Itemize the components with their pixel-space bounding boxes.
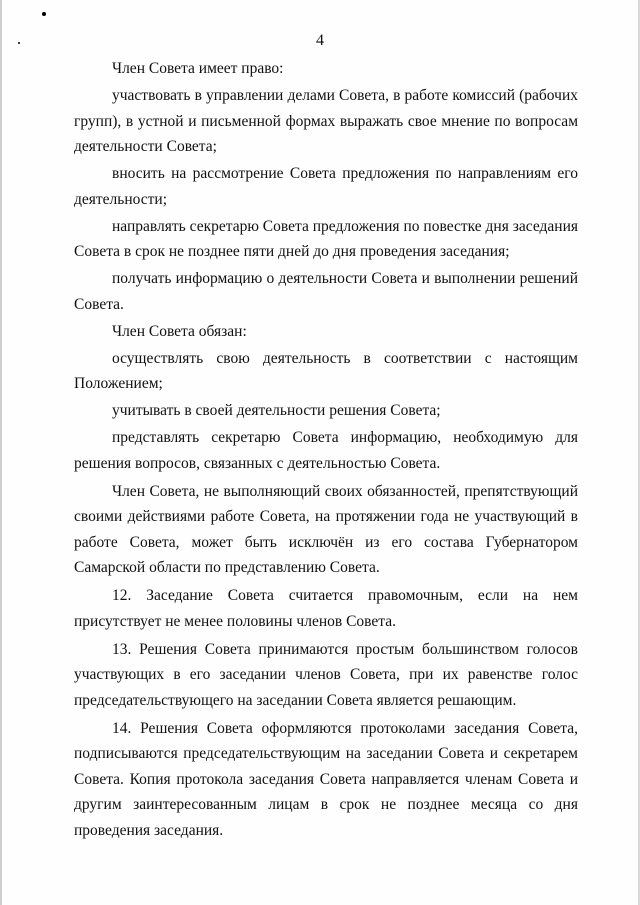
paragraph-member-exclusion: Член Совета, не выполняющий своих обязанностей, препятствующий своими действиями работе Совета, на протяжении года не участвующий в работе Совета, может быть исключён из его состава Губернатором Самарской области по представлению Совета. bbox=[74, 482, 578, 576]
paragraph-duty-consider: учитывать в своей деятельности решения Совета; bbox=[112, 402, 441, 419]
scan-left-edge bbox=[0, 0, 2, 905]
paragraph-member-rights-heading: Член Совета имеет право: bbox=[112, 60, 284, 77]
paragraph-duty-act: осуществлять свою деятельность в соответствии с настоящим Положением; bbox=[74, 349, 578, 392]
paragraph-duty-provide: представлять секретарю Совета информацию, необходимую для решения вопросов, связанных с деятельностью Совета. bbox=[74, 429, 578, 472]
paragraph-item-14: 14. Решения Совета оформляются протоколами заседания Совета, подписываются председательствующим на заседании Совета и секретарем Совета. Копия протокола заседания Совета направляется членам Совета и другим заинтересованным лицам в срок не позднее месяца со дня проведения заседания. bbox=[74, 719, 578, 839]
document-body bbox=[74, 56, 578, 843]
page-number: 4 bbox=[316, 32, 324, 49]
paragraph-right-participate: участвовать в управлении делами Совета, в работе комиссий (рабочих групп), в устной и письменной формах выражать свое мнение по вопросам деятельности Совета; bbox=[74, 87, 578, 155]
paragraph-right-propose: вносить на рассмотрение Совета предложения по направлениям его деятельности; bbox=[74, 165, 578, 208]
scan-speck bbox=[42, 12, 46, 16]
paragraph-item-12: 12. Заседание Совета считается правомочным, если на нем присутствует не менее половины членов Совета. bbox=[74, 587, 578, 630]
paragraph-item-13: 13. Решения Совета принимаются простым большинством голосов участвующих в его заседании членов Совета, при их равенстве голос председательствующего на заседании Совета является решающим. bbox=[74, 640, 578, 709]
paragraph-member-duties-heading: Член Совета обязан: bbox=[112, 322, 247, 340]
paragraph-right-agenda: направлять секретарю Совета предложения по повестке дня заседания Совета в срок не позднее пяти дней до дня проведения заседания; bbox=[74, 217, 578, 260]
paragraph-right-information: получать информацию о деятельности Совета и выполнении решений Совета. bbox=[74, 270, 578, 313]
